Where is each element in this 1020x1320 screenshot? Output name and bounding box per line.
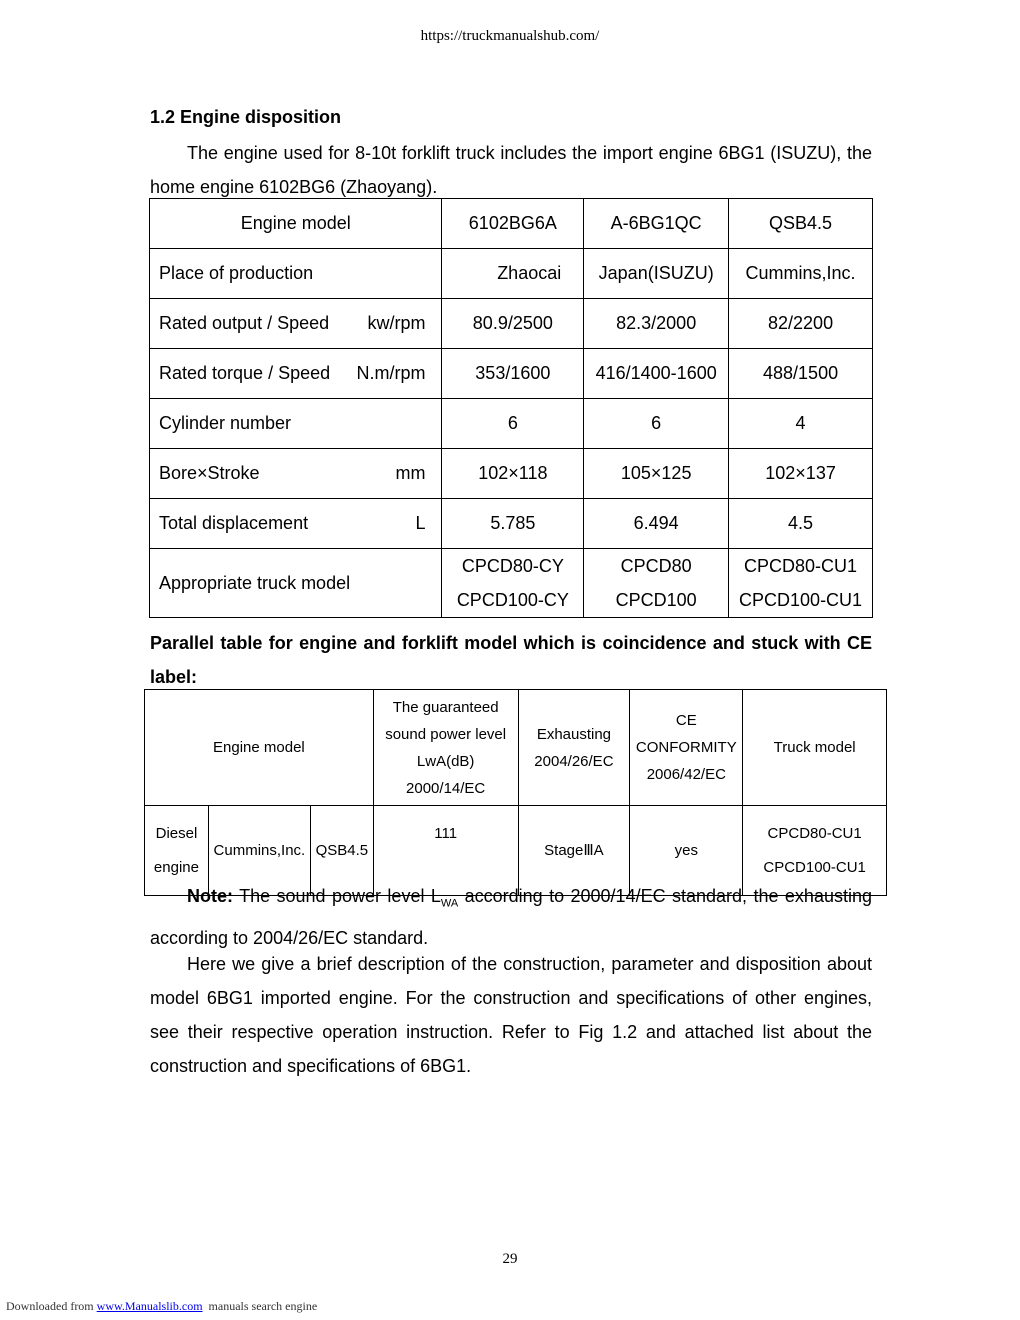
row-label: Place of production	[150, 249, 442, 299]
table-caption: Parallel table for engine and forklift model which is coincidence and stuck with CE label:	[150, 633, 872, 687]
column-header: A-6BG1QC	[584, 199, 729, 249]
page-number: 29	[502, 1251, 518, 1267]
table-row	[150, 399, 873, 449]
header-line: Exhausting	[536, 725, 612, 743]
table-cell: 102×118	[442, 449, 584, 499]
header-url: https://truckmanualshub.com/	[420, 28, 600, 44]
row-label	[150, 299, 442, 349]
table-cell: 353/1600	[442, 349, 584, 399]
table-cell: QSB4.5	[310, 806, 373, 896]
row-label-text: Total displacement	[159, 513, 309, 533]
table-cell: Cummins,Inc.	[729, 249, 873, 299]
table-cell: 416/1400-1600	[584, 349, 729, 399]
manualslib-link[interactable]: www.Manualslib.com	[96, 1299, 203, 1313]
table-cell: 6.494	[584, 499, 729, 549]
table-row	[150, 199, 873, 249]
row-unit: L	[415, 513, 426, 533]
table-row	[150, 499, 873, 549]
row-label: Cylinder number	[150, 399, 442, 449]
cell-line: CPCD80-CU1	[767, 824, 862, 842]
table-cell: 6	[584, 399, 729, 449]
row-label-text: Rated output / Speed	[159, 313, 330, 333]
column-header	[518, 690, 630, 806]
header-line: The guaranteed	[392, 698, 499, 716]
table-cell	[729, 549, 873, 618]
table-cell: StageⅢA	[518, 806, 630, 896]
table-cell: 4	[729, 399, 873, 449]
cell-line: Diesel	[155, 824, 198, 842]
section-heading: 1.2 Engine disposition	[150, 107, 342, 127]
row-label-text: Rated torque / Speed	[159, 363, 331, 383]
header-line: 2000/14/EC	[406, 779, 486, 797]
note-paragraph	[150, 879, 872, 955]
row-unit: mm	[395, 463, 426, 483]
cell-line: CPCD100-CU1	[739, 590, 863, 610]
column-header	[630, 690, 743, 806]
table-cell: 488/1500	[729, 349, 873, 399]
cell-line: engine	[153, 858, 199, 876]
header-line: 2004/26/EC	[534, 752, 614, 770]
note-text: The sound power level L	[239, 886, 441, 906]
footer	[6, 1299, 317, 1314]
table-row	[150, 549, 873, 618]
table-cell: 102×137	[729, 449, 873, 499]
table-cell: Japan(ISUZU)	[584, 249, 729, 299]
footer-prefix: Downloaded from	[6, 1299, 97, 1313]
column-header: Engine model	[150, 199, 442, 249]
row-label	[150, 349, 442, 399]
row-unit: N.m/rpm	[356, 363, 426, 383]
header-line: 2006/42/EC	[646, 766, 726, 783]
row-label-text: Bore×Stroke	[159, 463, 260, 483]
row-unit: kw/rpm	[367, 313, 426, 333]
column-header	[373, 690, 518, 806]
table-cell: 4.5	[729, 499, 873, 549]
column-header: Truck model	[743, 690, 887, 806]
row-label: Appropriate truck model	[150, 549, 442, 618]
note-subscript: WA	[440, 897, 459, 910]
table-cell: 82/2200	[729, 299, 873, 349]
table-cell	[584, 549, 729, 618]
table-cell: 105×125	[584, 449, 729, 499]
table-row	[150, 349, 873, 399]
table-cell: 80.9/2500	[442, 299, 584, 349]
table-row	[150, 449, 873, 499]
table-cell: 5.785	[442, 499, 584, 549]
description-paragraph: Here we give a brief description of the construction, parameter and disposition about model 6BG1 imported engine. For the construction and specifications of other engines, see their respective operation instruction. Refer to Fig 1.2 and attached list about the construction and specifications of 6BG1.	[150, 954, 872, 1076]
header-line: LwA(dB)	[416, 752, 475, 770]
cell-line: CPCD100	[615, 590, 697, 610]
column-header: 6102BG6A	[442, 199, 584, 249]
table-row	[150, 299, 873, 349]
table-cell	[442, 549, 584, 618]
note-text: according to 2000/14/EC standard, the exhausting according to 2004/26/EC standard.	[150, 886, 872, 948]
header-line: sound power level	[385, 725, 507, 743]
cell-line: CPCD80-CY	[461, 556, 564, 576]
table-cell: Zhaocai	[442, 249, 584, 299]
column-header: Engine model	[145, 690, 374, 806]
intro-paragraph: The engine used for 8-10t forklift truck includes the import engine 6BG1 (ISUZU), the home engine 6102BG6 (Zhaoyang).	[150, 143, 872, 197]
table-cell: 111	[373, 806, 518, 896]
header-line: CONFORMITY	[635, 739, 737, 756]
ce-parallel-table	[144, 689, 887, 896]
table-cell: 82.3/2000	[584, 299, 729, 349]
note-keyword: Note:	[187, 886, 233, 906]
cell-line: CPCD80-CU1	[744, 556, 858, 576]
table-row	[150, 249, 873, 299]
cell-line: CPCD100-CU1	[763, 858, 866, 876]
table-cell: 6	[442, 399, 584, 449]
table-cell: Cummins,Inc.	[208, 806, 310, 896]
column-header: QSB4.5	[729, 199, 873, 249]
header-line: CE	[675, 712, 697, 729]
engine-spec-table	[149, 198, 873, 618]
cell-line: CPCD100-CY	[456, 590, 569, 610]
footer-suffix: manuals search engine	[202, 1299, 318, 1313]
row-label	[150, 449, 442, 499]
cell-line: CPCD80	[620, 556, 692, 576]
table-cell: yes	[630, 806, 743, 896]
row-label	[150, 499, 442, 549]
table-row	[145, 690, 887, 806]
